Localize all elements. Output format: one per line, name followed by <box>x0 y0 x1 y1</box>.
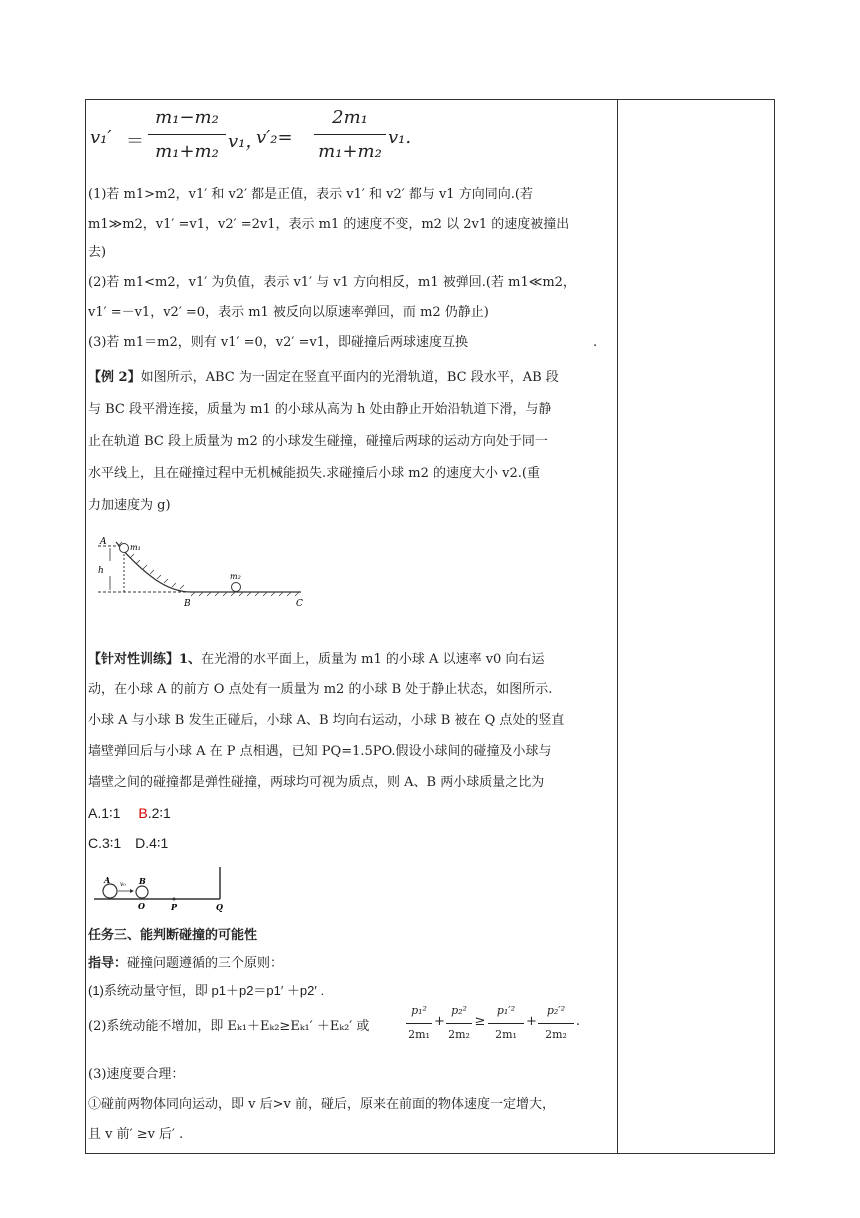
rule1-line: (1)系统动量守恒，即 p1＋p2＝p1′ ＋p2′ . <box>88 983 325 998</box>
guide-line <box>88 950 613 977</box>
fig2-label-p: P <box>171 902 178 912</box>
fig2-label-a: A <box>104 875 111 885</box>
guide-text: 碰撞问题遵循的三个原则： <box>127 956 284 971</box>
ball-a <box>103 884 117 898</box>
collision-velocity-formula <box>88 105 613 175</box>
training-line3: 小球 A 与小球 B 发生正碰后，小球 A、B 均向右运动，小球 B 被在 Q 点处的竖直 <box>88 713 565 728</box>
frac2-num: p₂² <box>451 1004 467 1017</box>
frac-plus-2: + <box>526 1014 537 1029</box>
formula-den2: m₁+m₂ <box>318 141 382 162</box>
rule3a-line1: ①碰前两物体同向运动，即 v 后>v 前，碰后，原来在前面的物体速度一定增大， <box>88 1097 555 1112</box>
formula-lhs1: v₁′ <box>90 127 112 148</box>
formula-eq1: ＝ <box>126 131 144 152</box>
case3-line <box>88 330 613 356</box>
fraction-bar-2 <box>314 134 386 135</box>
case3-end: . <box>593 335 598 350</box>
formula-tail1: v₁， <box>228 131 264 152</box>
example2-line2: 与 BC 段平滑连接，质量为 m1 的小球从高为 h 处由静止开始沿轨道下滑，与静 <box>88 402 552 417</box>
fig2-label-v0: v₀ <box>120 881 126 888</box>
fraction-bar-1 <box>148 134 226 135</box>
frac-plus-1: + <box>434 1014 445 1029</box>
fig2-label-b: B <box>139 876 146 886</box>
option-c: C.3∶1 <box>88 835 122 851</box>
training-line1 <box>88 647 613 673</box>
options-row-2 <box>88 830 613 856</box>
case1-line2: m1≫m2，v1′ =v1，v2′ =2v1，表示 m1 的速度不变，m2 以 2v1 的速度被撞出 <box>88 217 570 232</box>
rule2-fractions <box>406 1000 636 1056</box>
ball-m1 <box>120 544 129 553</box>
fig1-label-m2: m₂ <box>230 572 241 581</box>
example2-line1 <box>88 365 613 391</box>
frac-end: . <box>575 1014 581 1029</box>
fig2-label-q: Q <box>216 902 223 912</box>
example2-text1: 如图所示，ABC 为一固定在竖直平面内的光滑轨道，BC 段水平，AB 段 <box>140 370 559 385</box>
option-b-text: .2∶1 <box>147 805 171 821</box>
fig1-label-h: h <box>98 566 104 576</box>
frac4-den: 2m₂ <box>545 1028 567 1041</box>
fig1-label-a: A <box>100 537 107 547</box>
track-abc-figure <box>96 536 316 612</box>
training-line2: 动，在小球 A 的前方 O 点处有一质量为 m2 的小球 B 处于静止状态，如图所示. <box>88 682 553 697</box>
frac-geq: ≥ <box>474 1014 486 1029</box>
ball-m2 <box>232 583 241 592</box>
training-text1: 在光滑的水平面上，质量为 m1 的小球 A 以速率 v0 向右运 <box>201 652 545 667</box>
task3-heading: 任务三、能判断碰撞的可能性 <box>88 927 258 942</box>
formula-tail2: v₁. <box>388 127 412 148</box>
rule3a-line2: 且 v 前′ ≥v 后′ . <box>88 1127 184 1142</box>
case2-line1: (2)若 m1<m2，v1′ 为负值，表示 v1′ 与 v1 方向相反，m1 被弹回.(若 m1≪m2， <box>88 275 576 290</box>
ball-b <box>136 886 148 898</box>
case2-line2: v1′ =－v1，v2′ =0，表示 m1 被反向以原速率弹回，而 m2 仍静止) <box>88 305 489 320</box>
example2-label: 【例 2】 <box>88 370 141 385</box>
case1-line1: (1)若 m1>m2，v1′ 和 v2′ 都是正值，表示 v1′ 和 v2′ 都与 v1 方向同向.(若 <box>88 187 533 202</box>
frac4-num: p₂′² <box>546 1004 566 1017</box>
options-row-1 <box>88 800 613 826</box>
formula-lhs2: v′₂= <box>256 127 293 148</box>
training-label: 【针对性训练】1、 <box>88 652 202 667</box>
option-b <box>138 805 170 821</box>
option-b-letter: B <box>138 805 148 821</box>
example2-line4: 水平线上，且在碰撞过程中无机械能损失.求碰撞后小球 m2 的速度大小 v2.(重 <box>88 466 540 481</box>
frac3-den: 2m₁ <box>495 1028 517 1041</box>
guide-label: 指导： <box>88 955 128 970</box>
rule3-line: (3)速度要合理： <box>88 1067 185 1082</box>
rule2-text: (2)系统动能不增加，即 Eₖ₁＋Eₖ₂≥Eₖ₁′ ＋Eₖ₂′ 或 <box>88 1019 370 1034</box>
training-line4: 墙壁弹回后与小球 A 在 P 点相遇，已知 PQ=1.5PO.假设小球间的碰撞及小球与 <box>88 744 552 759</box>
formula-den1: m₁+m₂ <box>155 141 219 162</box>
balls-wall-figure <box>94 863 244 913</box>
case3-text: (3)若 m1＝m2，则有 v1′ =0，v2′ =v1，即碰撞后两球速度互换 <box>88 335 468 350</box>
fig1-label-m1: m₁ <box>130 543 141 552</box>
table-column-divider <box>617 99 618 1154</box>
fig2-label-o: O <box>138 901 145 911</box>
example2-line3: 止在轨道 BC 段上质量为 m2 的小球发生碰撞，碰撞后两球的运动方向处于同一 <box>88 434 548 449</box>
fig1-label-b: B <box>184 599 191 609</box>
option-a: A.1∶1 <box>88 805 121 821</box>
formula-num2: 2m₁ <box>332 107 368 128</box>
frac1-num: p₁² <box>411 1004 427 1017</box>
case1-line3: 去) <box>88 245 107 260</box>
formula-num1: m₁−m₂ <box>155 107 219 128</box>
example2-line5: 力加速度为 g) <box>88 498 171 513</box>
frac2-den: 2m₂ <box>448 1028 470 1041</box>
frac3-num: p₁′² <box>496 1004 516 1017</box>
fig1-label-c: C <box>296 599 303 609</box>
frac1-den: 2m₁ <box>408 1028 430 1041</box>
option-d: D.4∶1 <box>135 835 169 851</box>
training-line5: 墙壁之间的碰撞都是弹性碰撞，两球均可视为质点，则 A、B 两小球质量之比为 <box>88 775 545 790</box>
